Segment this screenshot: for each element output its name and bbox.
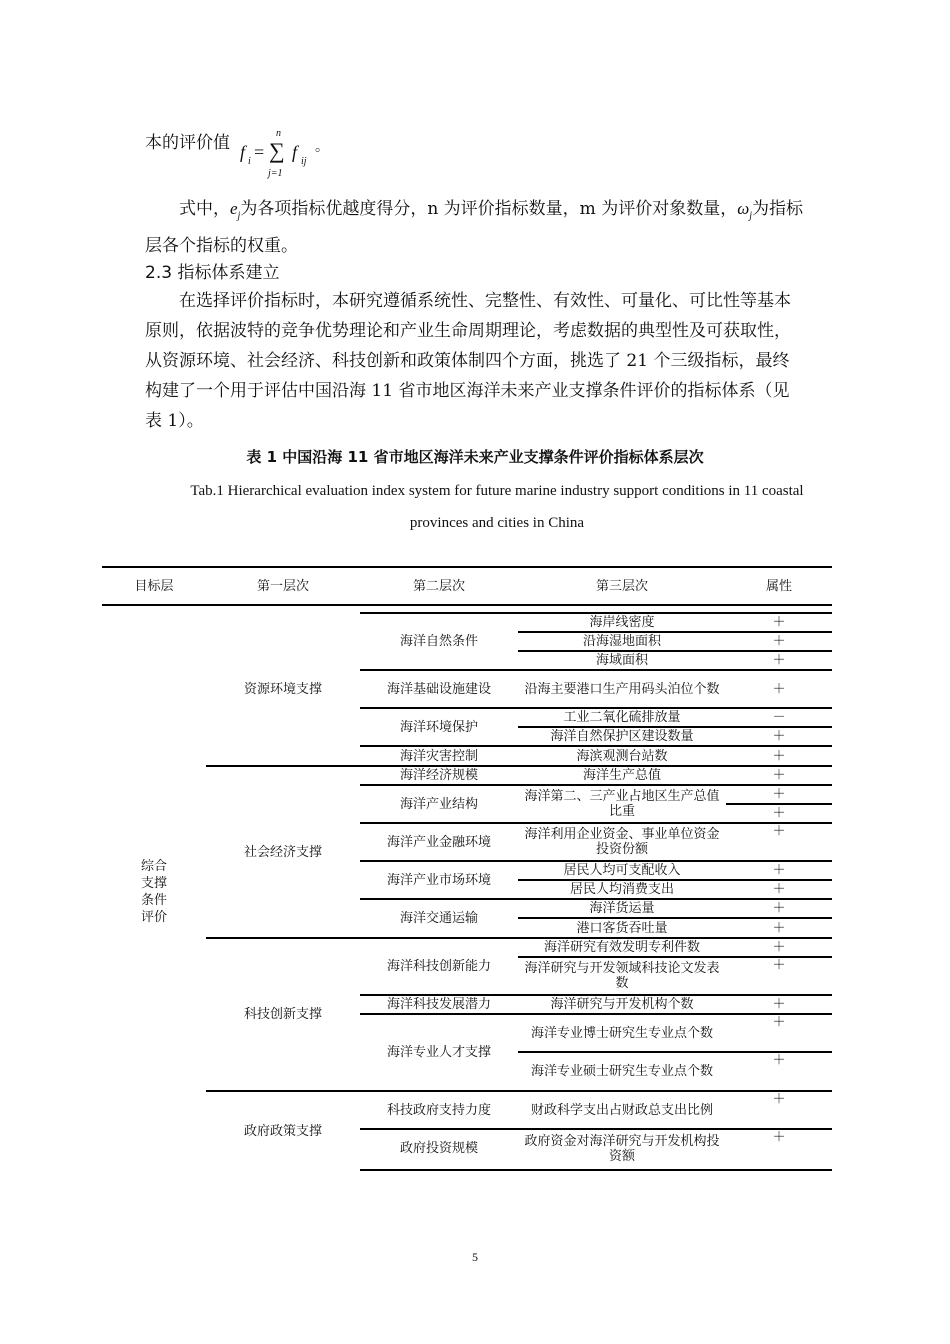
sigma-icon: ∑ xyxy=(269,138,285,163)
table-caption-cn: 表 1 中国沿海 11 省市地区海洋未来产业支撑条件评价指标体系层次 xyxy=(246,448,704,466)
attr-cell: ＋ xyxy=(726,613,832,632)
omega-subscript: j xyxy=(749,210,753,222)
level3-cell: 居民人均可支配收入 xyxy=(518,861,726,880)
formula-sum-top: n xyxy=(276,128,281,139)
header-attr: 属性 xyxy=(726,567,832,605)
level3-cell: 海洋自然保护区建设数量 xyxy=(518,727,726,746)
level2-cell: 海洋自然条件 xyxy=(360,613,518,670)
header-level2: 第二层次 xyxy=(360,567,518,605)
level3-cell: 工业二氧化硫排放量 xyxy=(518,708,726,727)
attr-cell: ＋ xyxy=(726,938,832,957)
attr-cell: ＋ xyxy=(726,899,832,918)
level3-cell: 海洋利用企业资金、事业单位资金投资份额 xyxy=(518,823,726,861)
para1-text2: 为指标层各个指标的权重。 xyxy=(145,199,804,257)
attr-cell: ＋ xyxy=(726,651,832,670)
formula-equals: = xyxy=(254,142,265,162)
level3-cell: 财政科学支出占财政总支出比例 xyxy=(518,1091,726,1129)
para1-text1: 为各项指标优越度得分，n 为评价指标数量，m 为评价对象数量， xyxy=(240,199,738,219)
e-subscript: j xyxy=(237,210,241,222)
header-level1: 第一层次 xyxy=(206,567,360,605)
definition-paragraph xyxy=(145,194,805,261)
level2-cell: 海洋灾害控制 xyxy=(360,746,518,765)
level2-cell: 海洋产业金融环境 xyxy=(360,823,518,861)
formula-sum-bottom: j=1 xyxy=(268,168,283,179)
level3-cell: 沿海主要港口生产用码头泊位个数 xyxy=(518,670,726,708)
attr-cell: ＋ xyxy=(726,918,832,937)
level3-cell: 海洋研究有效发明专利件数 xyxy=(518,938,726,957)
formula-period: 。 xyxy=(315,140,329,155)
level3-cell: 海洋专业硕士研究生专业点个数 xyxy=(518,1052,726,1090)
level2-cell: 海洋科技发展潜力 xyxy=(360,995,518,1014)
level3-cell: 海洋生产总值 xyxy=(518,766,726,785)
level3-cell: 海洋研究与开发领域科技论文发表数 xyxy=(518,957,726,995)
attr-cell: ＋ xyxy=(726,823,832,861)
level1-cell: 资源环境支撑 xyxy=(243,681,322,697)
header-level3: 第三层次 xyxy=(518,567,726,605)
level3-cell: 海洋货运量 xyxy=(518,899,726,918)
level3-cell: 政府资金对海洋研究与开发机构投资额 xyxy=(518,1129,726,1167)
attr-cell: ＋ xyxy=(726,1129,832,1167)
formula-rhs-sub: ij xyxy=(301,156,307,167)
attr-cell: ＋ xyxy=(726,632,832,651)
table-row xyxy=(102,766,832,785)
index-system-table xyxy=(102,566,832,1171)
level3-cell: 海洋专业博士研究生专业点个数 xyxy=(518,1014,726,1052)
level3-cell: 海洋研究与开发机构个数 xyxy=(518,995,726,1014)
formula-lhs-sub: i xyxy=(248,156,251,167)
level1-cell: 科技创新支撑 xyxy=(206,938,360,1091)
attr-cell: ＋ xyxy=(726,1052,832,1090)
attr-cell: ＋ xyxy=(726,1014,832,1052)
level2-cell: 海洋交通运输 xyxy=(360,899,518,937)
target-text: 综合支撑条件评价 xyxy=(140,858,167,925)
level3-cell: 海域面积 xyxy=(518,651,726,670)
level3-cell: 沿海湿地面积 xyxy=(518,632,726,651)
page-number: 5 xyxy=(472,1250,478,1264)
table-header-row xyxy=(102,567,832,605)
attr-cell: ＋ xyxy=(726,785,832,804)
level3-cell: 港口客货吞吐量 xyxy=(518,918,726,937)
attr-cell: ＋ xyxy=(726,727,832,746)
table-row xyxy=(102,613,832,632)
level2-cell: 海洋产业市场环境 xyxy=(360,861,518,899)
attr-cell: － xyxy=(726,708,832,727)
level3-cell: 海滨观测台站数 xyxy=(518,746,726,765)
level2-cell: 海洋专业人才支撑 xyxy=(360,1014,518,1090)
attr-cell: ＋ xyxy=(726,670,832,708)
e-variable: e xyxy=(230,199,238,218)
attr-cell: ＋ xyxy=(726,861,832,880)
table-caption-en: Tab.1 Hierarchical evaluation index system for future marine industry support conditions in 11 coastal provinces and cities in China xyxy=(190,483,804,531)
attr-cell: ＋ xyxy=(726,880,832,899)
level3-cell: 居民人均消费支出 xyxy=(518,880,726,899)
attr-cell: ＋ xyxy=(726,1091,832,1129)
header-target: 目标层 xyxy=(102,567,206,605)
level3-cell: 海洋第二、三产业占地区生产总值比重 xyxy=(518,785,726,823)
methodology-paragraph: 在选择评价指标时，本研究遵循系统性、完整性、有效性、可量化、可比性等基本原则，依据波特的竞争优势理论和产业生命周期理论，考虑数据的典型性及可获取性，从资源环境、社会经济、科技创新和政策体制四个方面，挑选了 21 个三级指标，最终构建了一个用于评估中国沿海 11 省市地区海洋未来产业支撑条件评价的指标体系（见表 1）。 xyxy=(145,291,791,431)
section-heading: 2.3 指标体系建立 xyxy=(145,263,280,283)
level2-cell: 海洋科技创新能力 xyxy=(360,938,518,995)
attr-cell: ＋ xyxy=(726,746,832,765)
level2-cell: 政府投资规模 xyxy=(360,1129,518,1167)
level3-cell: 海岸线密度 xyxy=(518,613,726,632)
level2-cell: 海洋产业结构 xyxy=(360,785,518,823)
para1-prefix: 式中， xyxy=(179,199,230,219)
level1-cell: 社会经济支撑 xyxy=(206,766,360,938)
attr-cell: ＋ xyxy=(726,804,832,823)
level2-cell: 科技政府支持力度 xyxy=(360,1091,518,1129)
level2-cell: 海洋经济规模 xyxy=(360,766,518,785)
formula-rhs: f xyxy=(292,142,298,162)
attr-cell: ＋ xyxy=(726,766,832,785)
level2-cell: 海洋基础设施建设 xyxy=(360,670,518,708)
level1-cell: 政府政策支撑 xyxy=(206,1091,360,1170)
table-row xyxy=(102,1091,832,1129)
formula-lhs: f xyxy=(240,142,246,162)
omega-variable: ω xyxy=(737,199,750,218)
target-cell xyxy=(102,613,206,1170)
level2-cell: 海洋环境保护 xyxy=(360,708,518,746)
attr-cell: ＋ xyxy=(726,957,832,995)
table-row xyxy=(102,938,832,957)
intro-text: 本的评价值 xyxy=(145,133,230,153)
attr-cell: ＋ xyxy=(726,995,832,1014)
